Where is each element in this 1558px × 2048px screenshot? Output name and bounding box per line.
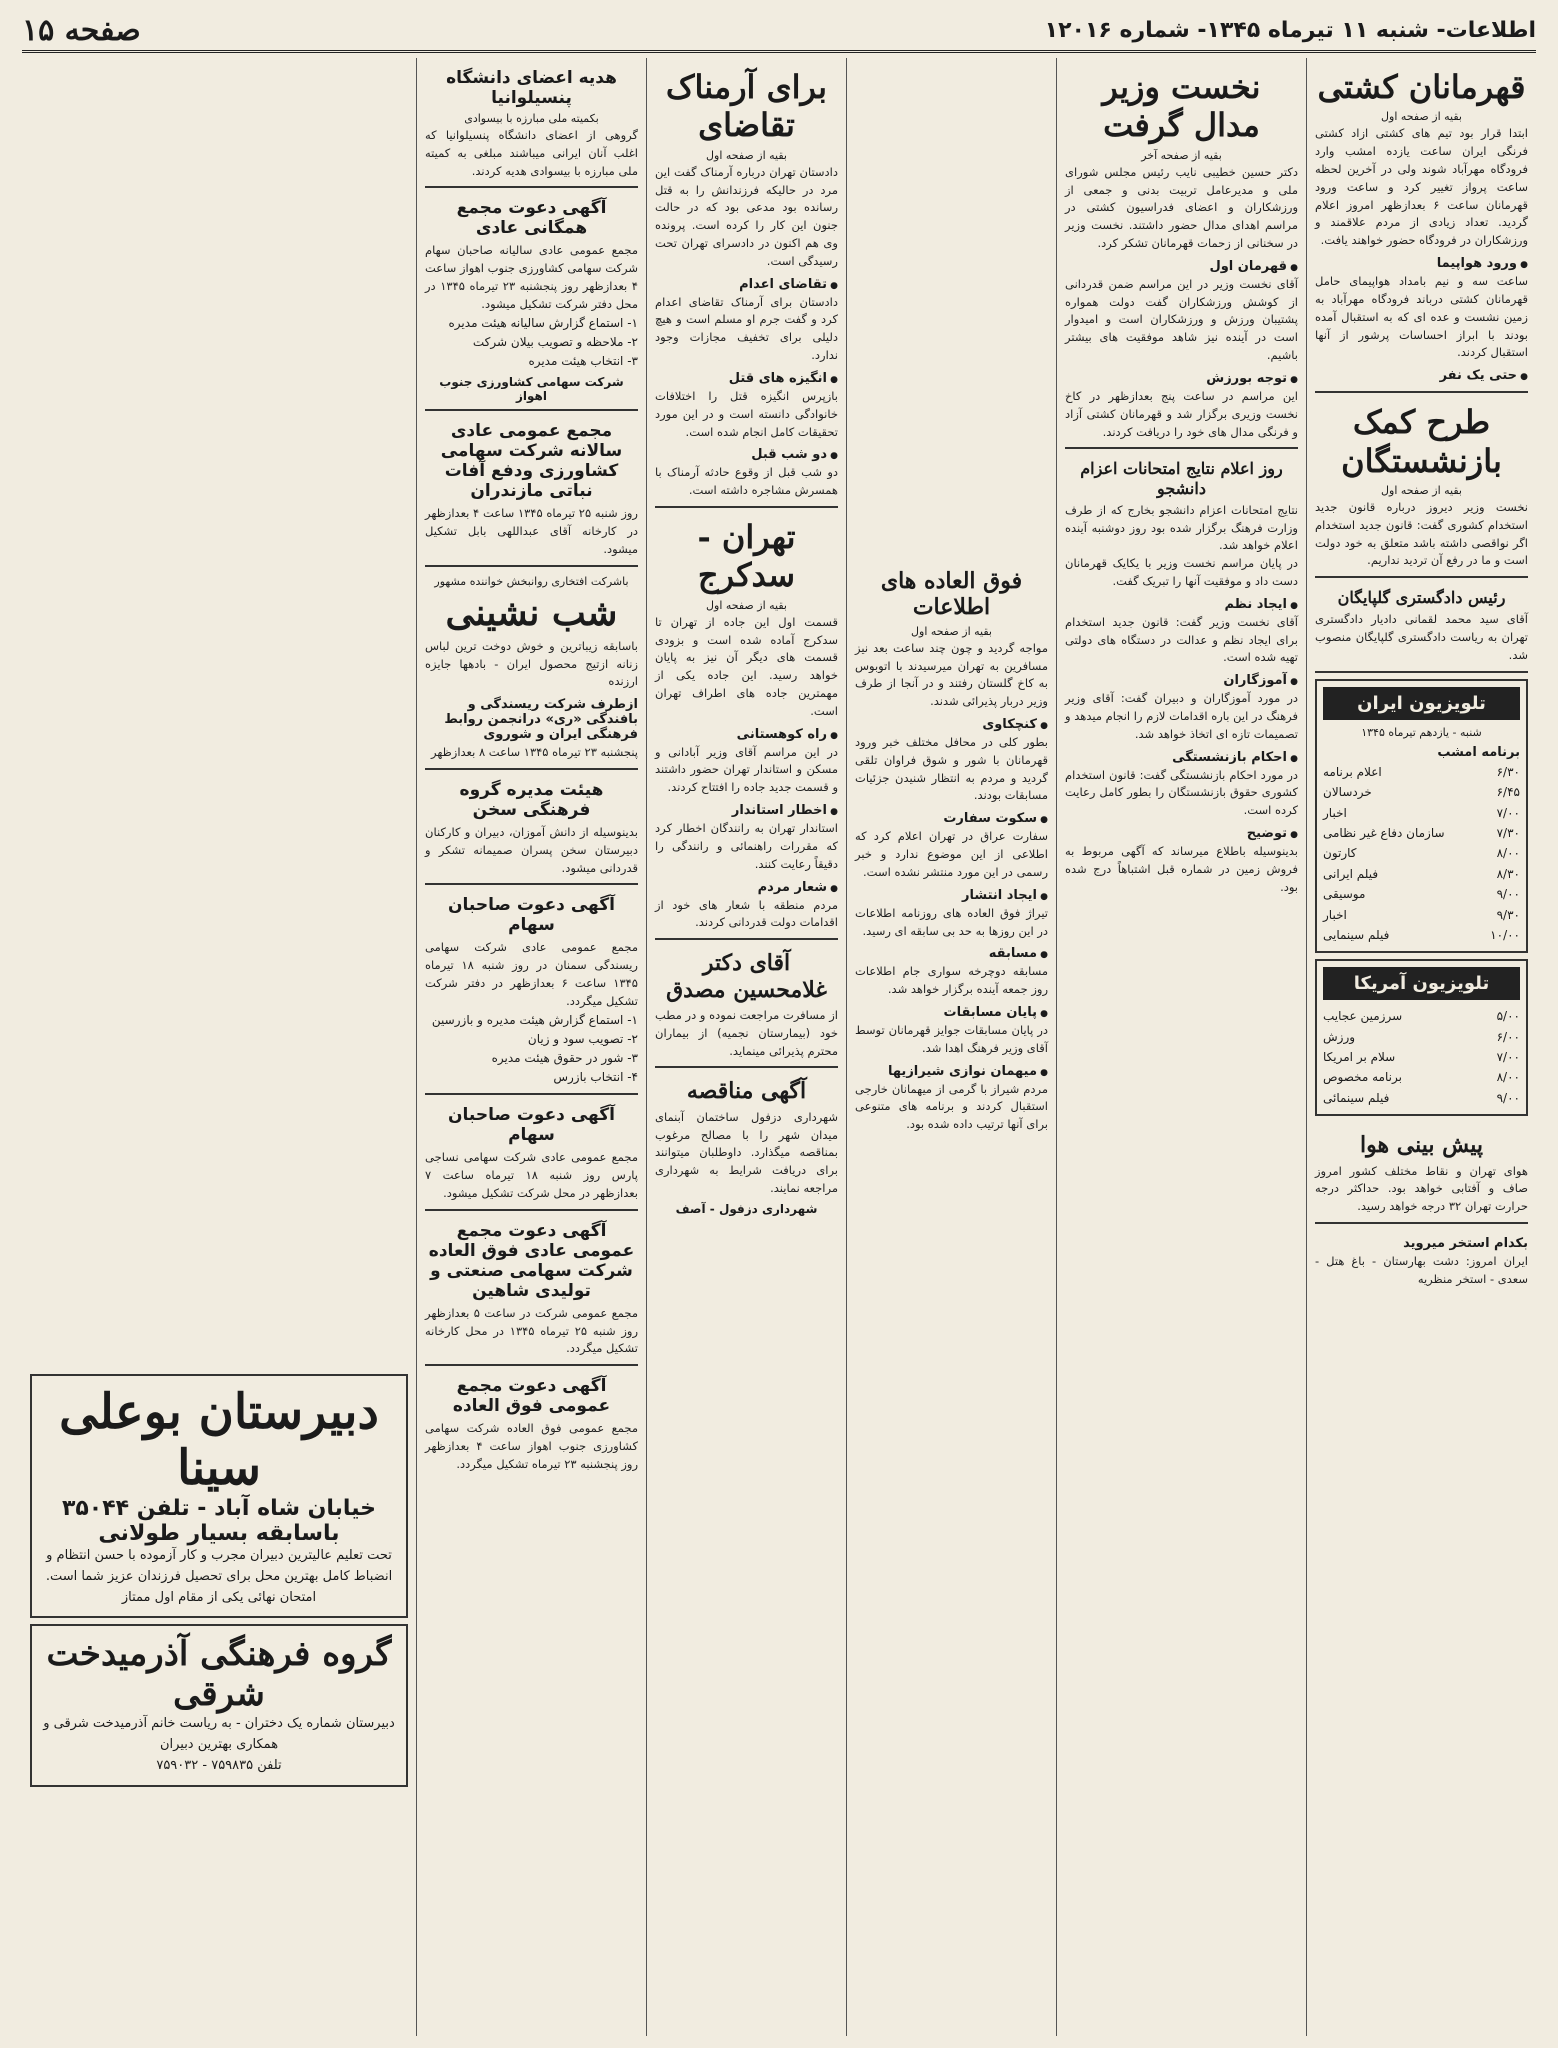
notice-title: آگهی دعوت صاحبان سهام <box>448 895 615 936</box>
tv-item: ۹/۰۰ موسیقی <box>1323 887 1520 902</box>
ad-title: گروه فرهنگی آذرمیدخت شرقی <box>46 1634 392 1715</box>
body-text: این مراسم در ساعت پنج بعدازظهر در کاخ نخست وزیری برگزار شد و قهرمانان کشتی آزاد و فرنگی مدال های خود را دریافت کردند. <box>1065 388 1298 439</box>
headline: فوق العاده های اطلاعات <box>880 568 1023 621</box>
notice-text: مجمع عمومی فوق العاده شرکت سهامی کشاورزی جنوب اهواز ساعت ۴ بعدازظهر روز پنجشنبه ۲۳ تیرماه تشکیل میگردد. <box>425 1421 638 1471</box>
signature: شرکت سهامی کشاورزی جنوب اهواز <box>439 375 624 404</box>
pm-article-continued-space <box>855 58 1048 558</box>
weather-title: پیش بینی هوا <box>1360 1132 1483 1159</box>
body-text: نخست وزیر دیروز درباره قانون جدید استخدام کشوری گفت: قانون جدید استخدام اگر نواقصی داشته باشد متعلق به خود دولت است و ما در رفع آن تردید نداریم. <box>1315 499 1528 568</box>
body-text: بطور کلی در محافل مختلف خبر ورود قهرمانان با شور و شوق فراوان تلقی گردید و مردم به انتظار شنیدن جزئیات مسابقات بودند. <box>855 735 1048 803</box>
headline: آقای دکتر غلامحسین مصدق <box>666 950 827 1003</box>
tv-item: ۷/۰۰ اخبار <box>1323 805 1520 820</box>
notice-shahin <box>425 1211 638 1366</box>
ad-phone: تلفن ۷۵۹۸۳۵ - ۷۵۹۰۳۲ <box>156 1757 282 1773</box>
notice-shareholders-2 <box>425 1095 638 1210</box>
body-text: آقای سید محمد لقمانی دادیار دادگستری تهران به ریاست دادگستری گلپایگان منصوب شد. <box>1315 612 1528 662</box>
ad-line: امتحان نهائی یکی از مقام اول ممتاز <box>121 1589 317 1605</box>
tv-item: ۸/۰۰ برنامه مخصوص <box>1323 1070 1520 1085</box>
headline: قهرمانان کشتی <box>1317 68 1526 106</box>
tv-item: ۸/۳۰ فیلم ایرانی <box>1323 866 1520 881</box>
notice-text: مجمع عمومی عادی شرکت سهامی نساجی پارس روز شنبه ۱۸ تیرماه ساعت ۷ بعدازظهر در محل شرکت تشکیل میشود. <box>425 1150 638 1200</box>
notice-title: هدیه اعضای دانشگاه پنسیلوانیا <box>446 68 617 108</box>
kicker: بقیه از صفحه اول <box>706 148 787 162</box>
ad-title: دبیرستان بوعلی سینا <box>59 1384 379 1496</box>
ad-soiree <box>425 567 638 770</box>
article-extras <box>855 558 1048 1140</box>
subheading: ● ایجاد نظم <box>1065 597 1298 612</box>
article-armenak <box>655 58 838 508</box>
notice-text: گروهی از اعضای دانشگاه پنسیلوانیا که اغلب آنان ایرانی میباشند مبلغی به کمیته ملی مبارزه با بیسوادی هدیه کردند. <box>425 128 638 178</box>
notice-tender <box>655 1068 838 1221</box>
body-text: در این مراسم آقای وزیر آبادانی و مسکن و استاندار تهران حضور داشتند و قسمت جدید جاده را افتتاح کردند. <box>655 744 838 795</box>
body-text: بازپرس انگیزه قتل را اختلافات خانوادگی دانسته است و در این مورد تحقیقات کامل انجام شده است. <box>655 388 838 439</box>
subheading: ● شعار مردم <box>655 880 838 895</box>
body-text: تیراژ فوق العاده های روزنامه اطلاعات در این روزها به حد بی سابقه ای رسید. <box>855 905 1048 938</box>
subheading: ● توجه بورزش <box>1065 371 1298 386</box>
agenda-item: ۱- استماع گزارش سالیانه هیئت مدیره <box>448 315 638 330</box>
notice-general-assembly <box>425 188 638 411</box>
column-1 <box>1306 58 1536 2036</box>
headline: آگهی مناقصه <box>686 1078 807 1105</box>
agenda-item: ۲- تصویب سود و زیان <box>527 1031 638 1046</box>
ad-title: شب نشینی <box>445 591 618 634</box>
ad-text: باسابقه زیباترین و خوش دوخت ترین لباس زنانه ازتیج محصول ایران - بادهها جایزه ارزنده <box>425 638 638 689</box>
page-number: صفحه ۱۵ <box>22 12 141 48</box>
notice-title: هیئت مدیره گروه فرهنگی سخن <box>459 779 604 820</box>
column-3 <box>846 58 1056 2036</box>
notice-text: بدینوسیله از دانش آموزان، دبیران و کارکنان دبیرستان سخن پسران صمیمانه تشکر و قدردانی میشود. <box>425 824 638 875</box>
tv-item: ۵/۰۰ سرزمین عجایب <box>1323 1009 1520 1024</box>
tv-item: ۱۰/۰۰ فیلم سینمایی <box>1323 927 1520 942</box>
notice-text: روز شنبه ۲۵ تیرماه ۱۳۴۵ ساعت ۴ بعدازظهر در کارخانه آقای عبداللهی بابل تشکیل میشود. <box>425 506 638 556</box>
subheading: ● ورود هواپیما <box>1315 256 1528 271</box>
body-text: آقای نخست وزیر گفت: قانون جدید استخدام برای ایجاد نظم و عدالت در دستگاه های دولتی تهیه شده است. <box>1065 614 1298 665</box>
headline: نخست وزیر مدال گرفت <box>1102 68 1261 145</box>
subheading: ● سکوت سفارت <box>855 811 1048 826</box>
notice-title: مجمع عمومی عادی سالانه شرکت سهامی کشاورزی ودفع آفات نباتی مازندران <box>440 421 623 502</box>
body-text: مسابقه دوچرخه سواری جام اطلاعات روز جمعه آینده برگزار خواهد شد. <box>855 964 1048 997</box>
agenda-item: ۴- انتخاب بازرس <box>553 1070 638 1085</box>
tv-schedule-iran <box>1315 679 1528 954</box>
tv-item: ۹/۰۰ فیلم سینمائی <box>1323 1090 1520 1105</box>
body-text: استاندار تهران به رانندگان اخطار کرد که مقررات راهنمائی و رانندگی را دقیقاً رعایت کنند. <box>655 821 838 871</box>
kicker: بقیه از صفحه اول <box>706 598 787 612</box>
newspaper-page <box>22 58 1536 2036</box>
body-text: ابتدا قرار بود تیم های کشتی ازاد کشتی فرنگی ایران ساعت یازده امشب وارد فرودگاه مهرآباد شوند ولی در آخرین لحظه ساعت پرواز تغییر کرد و ساعت ورود قهرمانان ساعت ۶ بعدازظهر امروز اعلام گردید. تعداد زیادی از مردم علاقمند و ورزشکاران در فرودگاه حضور خواهند یافت. <box>1315 126 1528 248</box>
subheading: ● راه کوهستانی <box>655 727 838 742</box>
headline: برای آرمناک تقاضای <box>665 68 828 145</box>
agenda-item: ۳- انتخاب هیئت مدیره <box>528 354 638 369</box>
column-2 <box>1056 58 1306 2036</box>
article-pm-medal <box>1065 58 1298 449</box>
column-4 <box>646 58 846 2036</box>
notice-sokhan <box>425 770 638 885</box>
body-text: ساعت سه و نیم بامداد هواپیمای حامل قهرمانان کشتی درباند فرودگاه مهرآباد به زمین نشست و عده ای که به استقبال آمده بودند با ابراز احساسات پرشور از آنها استقبال کردند. <box>1315 274 1528 360</box>
subheading: ● انگیزه های قتل <box>655 371 838 386</box>
tv-date: شنبه - یازدهم تیرماه ۱۳۴۵ <box>1361 725 1482 739</box>
subheading: ● ایجاد انتشار <box>855 888 1048 903</box>
headline: رئیس دادگستری گلپایگان <box>1337 588 1506 608</box>
headline: طرح کمک بازنشستگان <box>1341 403 1502 480</box>
program-title: برنامه امشب <box>1437 744 1520 760</box>
weather-box <box>1315 1122 1528 1224</box>
body-text: در پایان مسابقات جوایز قهرمانان توسط آقای وزیر فرهنگ اهدا شد. <box>855 1022 1048 1055</box>
body-text: مواجه گردید و چون چند ساعت بعد نیز مسافرین به تهران میرسیدند با اتوبوس به کاخ گلستان رفتند و در آنجا از طرف وزیر دربار پذیرائی شدند. <box>855 640 1048 709</box>
notice-text: مجمع عمومی عادی شرکت سهامی ریسندگی سمنان در روز شنبه ۱۸ تیرماه ۱۳۴۵ ساعت ۶ بعدازظهر در دفتر شرکت تشکیل میگردد. <box>425 940 638 1008</box>
body-text: نتایج امتحانات اعزام دانشجو بخارج که از طرف وزارت فرهنگ برگزار شده بود روز دوشنبه آینده اعلام خواهد شد. <box>1065 502 1298 553</box>
notice-text: مجمع عمومی عادی سالیانه صاحبان سهام شرکت سهامی کشاورزی جنوب اهواز ساعت ۴ بعدازظهر روز پنجشنبه ۲۳ تیرماه ۱۳۴۵ در محل دفتر شرکت تشکیل میشود. <box>425 243 638 311</box>
ad-text: تحت تعلیم عالیترین دبیران مجرب و کار آزموده با حسن انتظام و انضباط کامل بهترین محل برای تحصیل فرزندان عزیز شما است. <box>45 1548 393 1584</box>
subheading: ● مسابقه <box>855 946 1048 961</box>
subheading: ● توضیح <box>1065 826 1298 841</box>
notice-mazandaran <box>425 411 638 566</box>
tv-item: ۹/۳۰ اخبار <box>1323 907 1520 922</box>
masthead: اطلاعات- شنبه ۱۱ تیرماه ۱۳۴۵- شماره ۱۲۰۱۶ <box>1044 17 1536 43</box>
tv-schedule-usa <box>1315 959 1528 1116</box>
headline: روز اعلام نتایج امتحانات اعزام دانشجو <box>1080 459 1283 498</box>
ad-kicker: باشرکت افتخاری روانبخش خواننده مشهور <box>434 574 629 588</box>
article-exams <box>1065 449 1298 902</box>
subheading: ● پایان مسابقات <box>855 1005 1048 1020</box>
notice-doctor <box>655 940 838 1068</box>
tv-item: ۸/۰۰ کارتون <box>1323 846 1520 861</box>
notice-text: مجمع عمومی شرکت در ساعت ۵ بعدازظهر روز شنبه ۲۵ تیرماه ۱۳۴۵ در محل کارخانه تشکیل میگردد. <box>425 1305 638 1356</box>
ad-sub: ازطرف شرکت ریسندگی و بافندگی «ری» درانجمن روابط فرهنگی ایران و شوروی <box>444 697 638 743</box>
body-text: سفارت عراق در تهران اعلام کرد که اطلاعی از این موضوع ندارد و خبر رسمی در این مورد منتشر نشده است. <box>855 829 1048 879</box>
notice-title: آگهی دعوت مجمع همگانی عادی <box>456 198 607 239</box>
subheading: ● آموزگاران <box>1065 673 1298 688</box>
notice-shareholders-1 <box>425 885 638 1095</box>
tv-logo: تلویزیون آمریکا <box>1323 967 1520 1000</box>
notice-title: آگهی دعوت صاحبان سهام <box>448 1105 615 1146</box>
subheading: ● دو شب قبل <box>655 447 838 462</box>
agenda-item: ۳- شور در حقوق هیئت مدیره <box>491 1051 638 1065</box>
agenda-item: ۱- استماع گزارش هیئت مدیره و بازرسین <box>431 1012 638 1027</box>
body-text: شهرداری دزفول ساختمان آبنمای میدان شهر را با مصالح مرغوب بمناقصه میگذارد. داوطلبان میتوانند برای دریافت شرایط به شهرداری مراجعه نمایند. <box>655 1109 838 1195</box>
body-text: دو شب قبل از وقوع حادثه آرمناک با همسرش مشاجره داشته است. <box>655 465 838 498</box>
tv-logo: تلویزیون ایران <box>1323 687 1520 720</box>
bottom-ads <box>22 1368 416 2036</box>
kicker: بقیه از صفحه اول <box>911 624 992 638</box>
notice-sub: بکمیته ملی مبارزه با بیسوادی <box>464 112 599 125</box>
body-text: در مورد آموزگاران و دبیران گفت: آقای وزیر فرهنگ در این باره اقدامات لازم را انجام میدهد و تصمیمات تازه ای اتخاذ خواهد شد. <box>1065 691 1298 741</box>
subheading: ● تقاضای اعدام <box>655 277 838 292</box>
subheading: ● حتی یک نفر <box>1315 368 1528 383</box>
column-5 <box>416 58 646 2036</box>
page-header <box>22 10 1536 53</box>
subheading: ● قهرمان اول <box>1065 259 1298 274</box>
notice-title: آگهی دعوت مجمع عمومی عادی فوق العاده شرکت سهامی صنعتی و تولیدی شاهین <box>428 1220 635 1301</box>
article-pension <box>1315 393 1528 578</box>
tv-item: ۶/۳۰ اعلام برنامه <box>1323 764 1520 779</box>
pool-text: ایران امروز: دشت بهارستان - باغ هتل - سعدی - استخر منظریه <box>1315 1254 1528 1286</box>
subheading: ● کنچکاوی <box>855 717 1048 732</box>
body-text: بدینوسیله باطلاع میرساند که آگهی مربوط به فروش زمین در شماره قبل اشتباهاً درج شده بود. <box>1065 844 1298 894</box>
signature: شهرداری دزفول - آصف <box>675 1201 818 1216</box>
ad-text: دبیرستان شماره یک دختران - به ریاست خانم آذرمیدخت شرقی و همکاری بهترین دبیران <box>43 1716 395 1753</box>
subheading: ● اخطار استاندار <box>655 803 838 818</box>
weather-text: هوای تهران و نقاط مختلف کشور امروز صاف و آفتابی خواهد بود. حداکثر درجه حرارت تهران ۳۲ درجه خواهد رسید. <box>1315 1163 1528 1214</box>
article-golpayegan <box>1315 578 1528 673</box>
body-text: دادستان تهران درباره آرمناک گفت این مرد در حالیکه فرزندانش را به قتل رسانده بود مدعی بود که در حالت جنون این کار را کرده است. پرونده وی هم اکنون در دادسرای تهران تحت رسیدگی است. <box>655 164 838 268</box>
pool-title: بکدام استخر میروید <box>1403 1236 1528 1252</box>
ad-bouali-sina <box>30 1374 408 1618</box>
notice-extraordinary <box>425 1366 638 1479</box>
body-text: در مورد احکام بازنشستگی گفت: قانون استخدام کشوری حقوق بازنشستگان را بطور کامل رعایت کرده است. <box>1065 767 1298 818</box>
body-text: مردم منطقه با شعار های خود از اقدامات دولت قدردانی کردند. <box>655 897 838 930</box>
pool-box <box>1315 1224 1528 1295</box>
headline: تهران - سدکرج <box>697 517 796 595</box>
tv-item: ۶/۴۵ خردسالان <box>1323 785 1520 800</box>
notice-pennsylvania <box>425 58 638 188</box>
body-text: دکتر حسین خطیبی نایب رئیس مجلس شورای ملی و مدیرعامل تربیت بدنی و جمعی از ورزشکاران و اعضای فدراسیون کشتی در مراسم اهدای مدال حضور داشتند. نخست وزیر در سخنانی از زحمات قهرمانان تشکر کرد. <box>1065 164 1298 251</box>
ad-sub: باسابقه بسیار طولانی <box>98 1521 340 1546</box>
body-text: آقای نخست وزیر در این مراسم ضمن قدردانی از کوشش ورزشکاران گفت دولت همواره پشتیبان ورزش و ورزشکاران است و امیدوار است در آینده نیز شاهد موفقیت های بیشتر باشیم. <box>1065 276 1298 363</box>
ad-address: خیابان شاه آباد - تلفن ۳۵۰۴۴ <box>61 1496 377 1521</box>
tv-item: ۶/۰۰ ورزش <box>1323 1029 1520 1044</box>
body-text: مردم شیراز با گرمی از میهمانان خارجی استقبال کردند و برنامه های متنوعی برای آنها ترتیب داده شده بود. <box>855 1081 1048 1132</box>
body-text: در پایان مراسم نخست وزیر با یکایک قهرمانان دست داد و موفقیت آنها را تبریک گفت. <box>1065 556 1298 588</box>
body-text: از مسافرت مراجعت نموده و در مطب خود (بیمارستان نجمیه) از بیماران محترم پذیرائی مینماید. <box>655 1007 838 1058</box>
tv-item: ۷/۰۰ سلام بر امریکا <box>1323 1050 1520 1065</box>
ad-azarmidokht <box>30 1624 408 1786</box>
ad-time: پنجشنبه ۲۳ تیرماه ۱۳۴۵ ساعت ۸ بعدازظهر <box>430 745 638 760</box>
tv-item: ۷/۳۰ سازمان دفاع غیر نظامی <box>1323 825 1520 840</box>
article-tehran-karaj <box>655 508 838 940</box>
body-text: قسمت اول این جاده از تهران تا سدکرج آماده شده است و بزودی قسمت های دیگر آن نیز به پایان خواهد رسید. این جاده یکی از مهمترین جاده های اطراف تهران است. <box>655 614 838 718</box>
notice-title: آگهی دعوت مجمع عمومی فوق العاده <box>452 1376 611 1417</box>
kicker: بقیه از صفحه اول <box>1381 110 1462 124</box>
subheading: ● میهمان نوازی شیرازیها <box>855 1064 1048 1079</box>
agenda-item: ۲- ملاحظه و تصویب بیلان شرکت <box>472 334 638 349</box>
article-wrestlers <box>1315 58 1528 393</box>
kicker: بقیه از صفحه اول <box>1381 483 1462 497</box>
body-text: دادستان برای آرمناک تقاضای اعدام کرد و گفت جرم او مسلم است و هیچ دلیلی برای تخفیف مجازات وجود ندارد. <box>655 294 838 363</box>
kicker: بقیه از صفحه آخر <box>1141 148 1222 162</box>
subheading: ● احکام بازنشستگی <box>1065 750 1298 765</box>
